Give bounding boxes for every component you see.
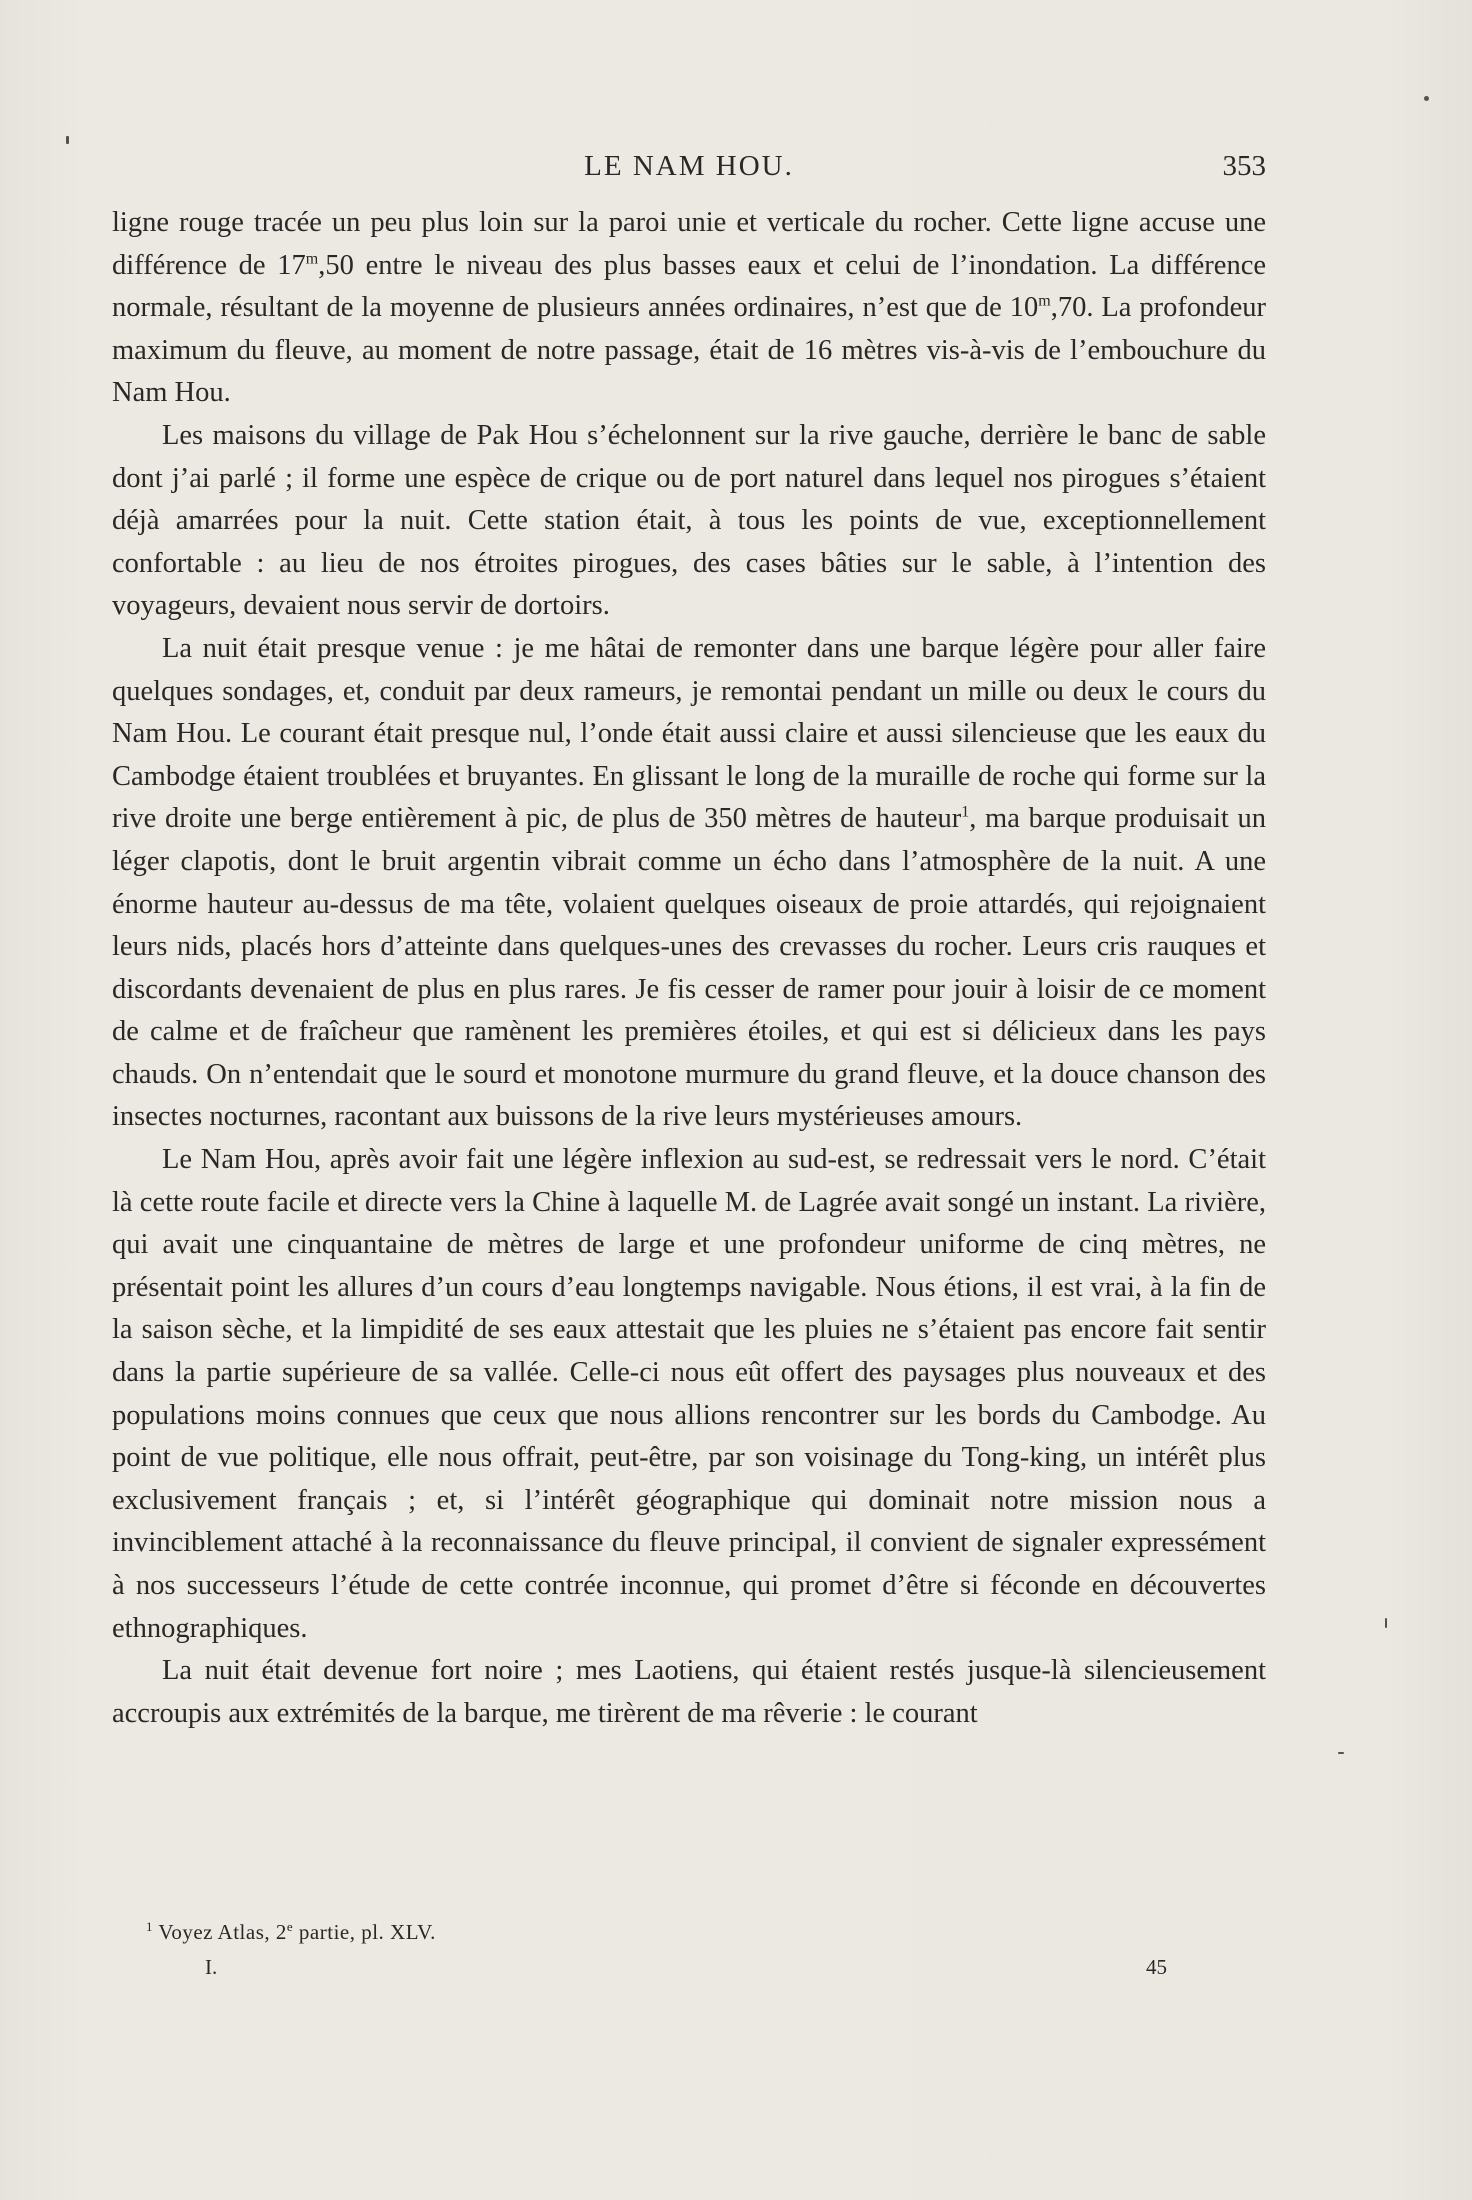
paper-speck <box>1424 96 1429 101</box>
sheet-number: 45 <box>1146 1955 1167 1979</box>
footnote-reference: 1 <box>961 803 970 821</box>
paragraph-3-text-a: La nuit était presque venue : je me hâtai de remonter dans une barque légère pour aller faire quelques sondages, et, conduit par deux rameurs, je remontai pendant un mille ou deux le cours du Nam Hou. Le courant était presque nul, l’onde était aussi claire et aussi silencieuse que les eaux du Cambodge étaient troublées et bruyantes. En glissant le long de la muraille de roche qui forme sur la rive droite une berge entièrement à pic, de plus de 350 mètres de hauteur <box>112 632 1266 835</box>
footnote-ordinal-superscript: e <box>286 1919 294 1934</box>
paragraph-1-text-b: ,50 entre le niveau des plus basses eaux et celui de l’inondation. La différence normale, résultant de la moyenne de plusieurs années ordinaires, n’est que de 10 <box>112 249 1266 324</box>
paper-speck <box>66 136 69 144</box>
page-number: 353 <box>1222 150 1266 182</box>
paragraph-5: La nuit était devenue fort noire ; mes Laotiens, qui étaient restés jusque-là silencieusement accroupis aux extrémités de la barque, me tirèrent de ma rêverie : le courant <box>112 1655 1266 1729</box>
paragraph-1-text-a: ligne rouge tracée un peu plus loin sur la paroi unie et verticale du rocher. Cette ligne accuse une différence de 17 <box>112 207 1266 281</box>
meter-superscript: m <box>305 250 319 268</box>
paper-speck <box>1338 1752 1344 1754</box>
paragraph-4: Le Nam Hou, après avoir fait une légère inflexion au sud-est, se redressait vers le nord. C’était là cette route facile et directe vers la Chine à laquelle M. de Lagrée avait songé un instant. La rivière, qui avait une cinquantaine de mètres de large et une profondeur uniforme de cinq mètres, ne présentait point les allures d’un cours d’eau longtemps navigable. Nous étions, il est vrai, à la fin de la saison sèche, et la limpidité de ses eaux attestait que les pluies ne s’étaient pas encore fait sentir dans la partie supérieure de sa vallée. Celle-ci nous eût offert des paysages plus nouveaux et des populations moins connues que ceux que nous allions rencontrer sur les bords du Cambodge. Au point de vue politique, elle nous offrait, peut-être, par son voisinage du Tong-king, un intérêt plus exclusivement français ; et, si l’intérêt géographique qui dominait notre mission nous a invinciblement attaché à la reconnaissance du fleuve principal, il convient de signaler expressément à nos successeurs l’étude de cette contrée inconnue, qui promet d’être si féconde en découvertes ethnographiques. <box>112 1144 1266 1644</box>
paragraph-1-text-c: ,70. La profondeur maximum du fleuve, au moment de notre passage, était de 16 mètres vis-à-vis de l’embouchure du Nam Hou. <box>112 292 1266 409</box>
body-text <box>112 202 1266 1735</box>
volume-mark: I. <box>205 1955 218 1979</box>
paragraph-3 <box>112 628 1266 1139</box>
footnote-marker: 1 <box>146 1919 153 1934</box>
paragraph-1 <box>112 202 1266 415</box>
running-title: LE NAM HOU. <box>584 150 794 182</box>
paragraph-3-text-b: , ma barque produisait un léger clapotis, dont le bruit argentin vibrait comme un écho dans l’atmosphère de la nuit. A une énorme hauteur au-dessus de ma tête, volaient quelques oiseaux de proie attardés, qui rejoignaient leurs nids, placés hors d’atteinte dans quelques-unes des crevasses du rocher. Leurs cris rauques et discordants devenaient de plus en plus rares. Je fis cesser de ramer pour jouir à loisir de ce moment de calme et de fraîcheur que ramènent les premières étoiles, et qui est si délicieux dans les pays chauds. On n’entendait que le sourd et monotone murmure du grand fleuve, et la douce chanson des insectes nocturnes, racontant aux buissons de la rive leurs mystérieuses amours. <box>112 803 1266 1133</box>
meter-superscript: m <box>1038 292 1051 310</box>
footnote-text-a: Voyez Atlas, 2 <box>153 1920 287 1944</box>
page-header <box>112 150 1266 190</box>
footnote-text-b: partie, pl. XLV. <box>293 1920 436 1944</box>
paragraph-2: Les maisons du village de Pak Hou s’échelonnent sur la rive gauche, derrière le banc de sable dont j’ai parlé ; il forme une espèce de crique ou de port naturel dans lequel nos pirogues s’étaient déjà amarrées pour la nuit. Cette station était, à tous les points de vue, exceptionnellement confortable : au lieu de nos étroites pirogues, des cases bâties sur le sable, à l’intention des voyageurs, devaient nous servir de dortoirs. <box>112 419 1266 622</box>
footnote <box>146 1920 436 1945</box>
paper-speck <box>1385 1618 1387 1628</box>
